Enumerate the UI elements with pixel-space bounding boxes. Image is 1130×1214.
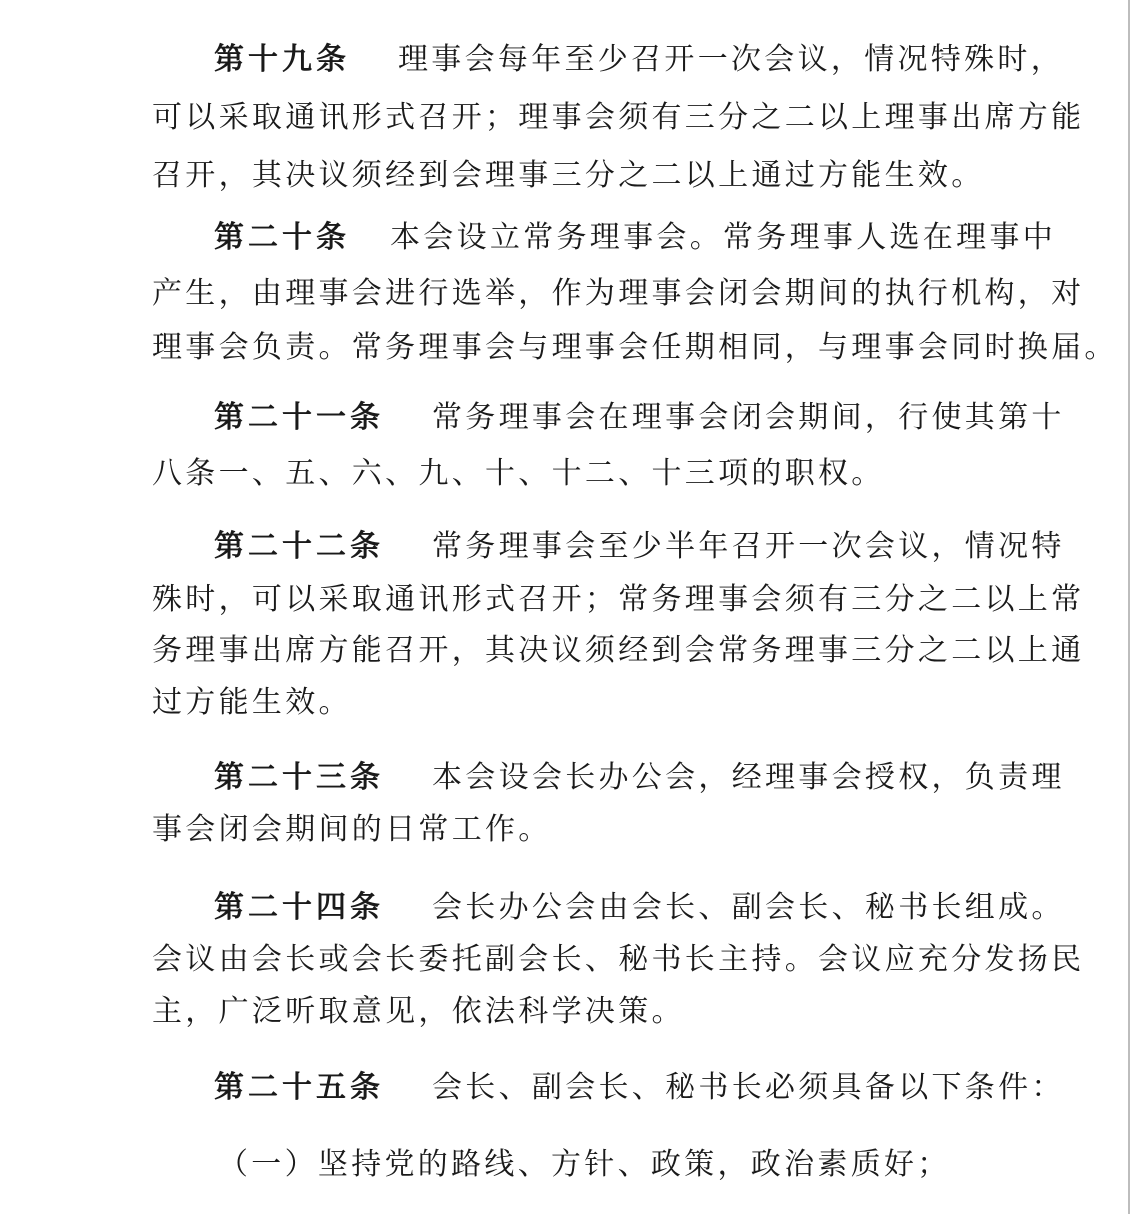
article-text: 会长、副会长、秘书长必须具备以下条件：	[432, 1070, 1065, 1105]
article-line	[152, 1068, 1065, 1108]
article-line: 过方能生效。	[152, 685, 352, 720]
article-line	[152, 218, 1056, 258]
article-text: 理事会每年至少召开一次会议，情况特殊时，	[398, 42, 1064, 77]
article-line: 主，广泛听取意见，依法科学决策。	[152, 994, 685, 1029]
article-text: 会长办公会由会长、副会长、秘书长组成。	[432, 890, 1065, 925]
article-text: 常务理事会在理事会闭会期间，行使其第十	[432, 400, 1065, 435]
article-line: 产生，由理事会进行选举，作为理事会闭会期间的执行机构，对	[152, 276, 1085, 311]
article-line: 务理事出席方能召开，其决议须经到会常务理事三分之二以上通	[152, 633, 1085, 668]
article-heading: 第十九条	[214, 42, 350, 77]
article-line: 殊时，可以采取通讯形式召开；常务理事会须有三分之二以上常	[152, 582, 1085, 617]
article-text: 本会设会长办公会，经理事会授权，负责理	[432, 760, 1065, 795]
article-text: 常务理事会至少半年召开一次会议，情况特	[432, 529, 1065, 564]
article-line: 召开，其决议须经到会理事三分之二以上通过方能生效。	[152, 158, 985, 193]
list-item: （一）坚持党的路线、方针、政策，政治素质好；	[218, 1147, 951, 1182]
article-text: 本会设立常务理事会。常务理事人选在理事中	[390, 220, 1056, 255]
article-line	[152, 40, 1064, 80]
article-line	[152, 398, 1065, 438]
article-heading: 第二十二条	[214, 529, 384, 564]
article-line	[152, 527, 1065, 567]
article-line: 事会闭会期间的日常工作。	[152, 812, 552, 847]
article-heading: 第二十四条	[214, 890, 384, 925]
article-line	[152, 888, 1065, 928]
article-line: 会议由会长或会长委托副会长、秘书长主持。会议应充分发扬民	[152, 942, 1085, 977]
article-heading: 第二十条	[214, 220, 350, 255]
article-line: 理事会负责。常务理事会与理事会任期相同，与理事会同时换届。	[152, 330, 1118, 365]
article-line: 可以采取通讯形式召开；理事会须有三分之二以上理事出席方能	[152, 100, 1085, 135]
article-heading: 第二十五条	[214, 1070, 384, 1105]
article-heading: 第二十三条	[214, 760, 384, 795]
article-line: 八条一、五、六、九、十、十二、十三项的职权。	[152, 456, 885, 491]
article-heading: 第二十一条	[214, 400, 384, 435]
article-line	[152, 758, 1065, 798]
